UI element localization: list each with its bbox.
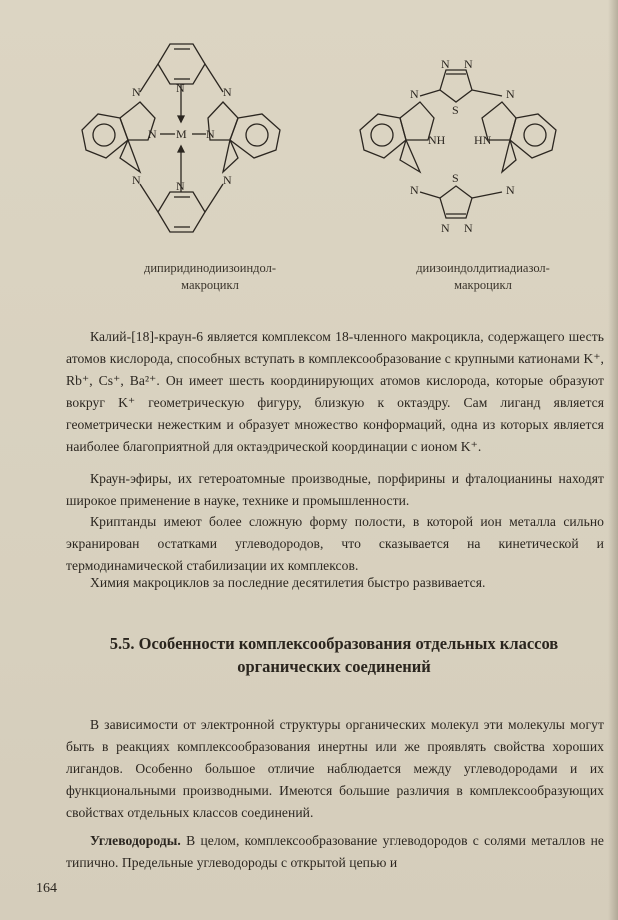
paragraph (66, 830, 604, 874)
atom-label-n: N (176, 179, 185, 193)
paragraph: Химия макроциклов за последние десятилетия быстро развивается. (90, 574, 486, 590)
page-edge-shadow (608, 0, 618, 920)
atom-label-nh: NH (428, 133, 446, 147)
atom-label-n: N (464, 57, 473, 71)
atom-label-n: N (441, 57, 450, 71)
atom-label-n: N (441, 221, 450, 235)
paragraph: В зависимости от электронной структуры органических молекул эти молекулы могут быть в реакциях комплексообразования инертны или же проявлять свойства хороших лигандов. Особенно большое отличие наблюдается между углеводородами и их функциональными производными. Имеются большие различия в комплексообразующих свойствах отдельных классов соединений. (66, 716, 604, 820)
paragraph-lead: Углеводороды. (90, 832, 181, 848)
atom-label-n: N (410, 183, 419, 197)
macrocycle-structures-figure (40, 22, 600, 272)
paragraph: Калий-[18]-краун-6 является комплексом 18-членного макроцикла, содержащего шесть атомов кислорода, способных вступать в комплексообразование с крупными катионами K⁺, Rb⁺, Cs⁺, Ba²⁺. Он имеет шесть координирующих атомов кислорода, которые образуют вокруг K⁺ геометрическую фигуру, близкую к октаэдру. Сам лиганд является геометрически нежестким и образует множество конформаций, одна из которых является наиболее благоприятной для октаэдрической координации с ионом K⁺. (66, 328, 604, 454)
figure-caption-right: диизоиндолдитиадиазол- макроцикл (416, 261, 550, 292)
left-macrocycle-labels (132, 81, 232, 193)
atom-label-m: M (176, 127, 187, 141)
page-number: 164 (36, 881, 57, 896)
atom-label-n: N (223, 173, 232, 187)
atom-label-n: N (176, 81, 185, 95)
atom-label-n: N (223, 85, 232, 99)
atom-label-n: N (148, 127, 157, 141)
paragraph: Краун-эфиры, их гетероатомные производные, порфирины и фталоцианины находят широкое применение в науке, технике и промышленности. (66, 470, 604, 508)
atom-label-s: S (452, 171, 459, 185)
figure-caption-left: дипиридинодиизоиндол- макроцикл (143, 261, 277, 292)
atom-label-n: N (132, 85, 141, 99)
right-macrocycle-drawing (360, 70, 556, 218)
atom-label-n: N (506, 183, 515, 197)
section-heading: 5.5. Особенности комплексообразования отдельных классов органических соединений (109, 634, 559, 676)
paragraph: Криптанды имеют более сложную форму полости, в которой ион металла сильно экранирован остатками углеводородов, что сказывается на кинетической и термодинамической стабилизации их комплексов. (66, 513, 604, 573)
atom-label-s: S (452, 103, 459, 117)
atom-label-n: N (206, 127, 215, 141)
atom-label-n: N (506, 87, 515, 101)
atom-label-n: N (410, 87, 419, 101)
atom-label-hn: HN (474, 133, 492, 147)
atom-label-n: N (132, 173, 141, 187)
atom-label-n: N (464, 221, 473, 235)
right-macrocycle-labels (410, 57, 515, 235)
paragraph-text: В целом, комплексообразование углеводородов с солями металлов не типично. Предельные углеводороды с открытой цепью и (66, 832, 604, 870)
